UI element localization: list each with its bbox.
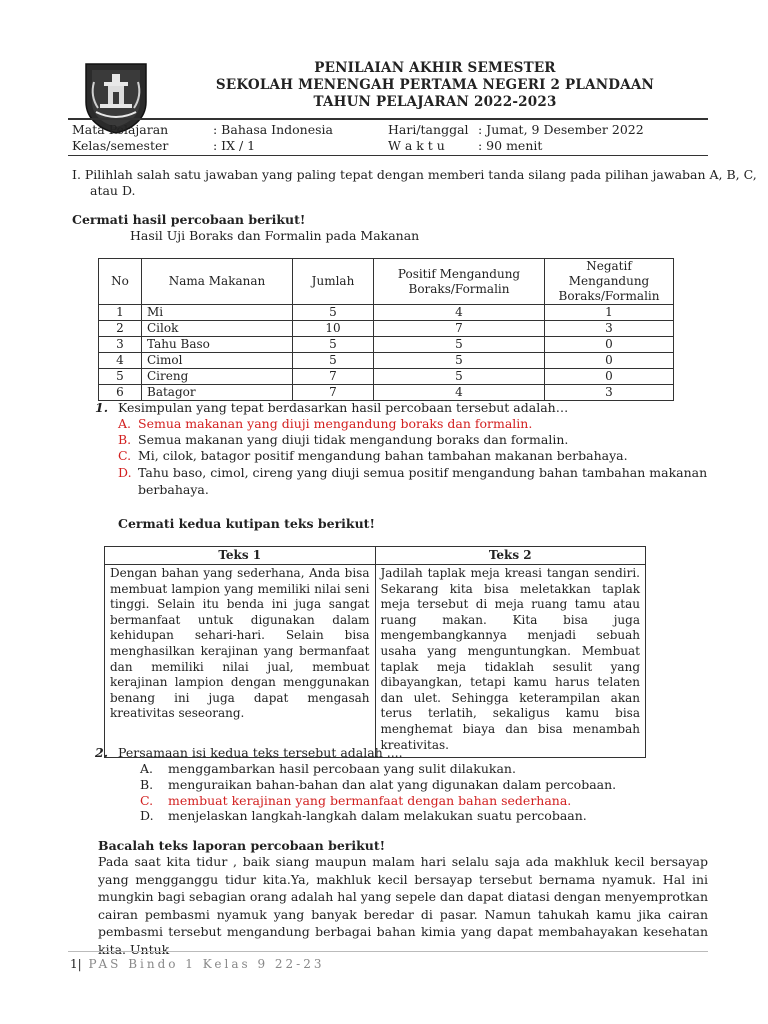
subject-value: : Bahasa Indonesia [213, 122, 333, 137]
class-value: : IX / 1 [213, 138, 256, 153]
table-cell: 0 [545, 337, 674, 353]
table-cell: 5 [374, 337, 545, 353]
column-header: No [99, 259, 142, 305]
q2-option-d-letter: D. [140, 808, 154, 823]
table-cell: 1 [545, 305, 674, 321]
q1-option-b-text: Semua makanan yang diuji tidak mengandung boraks dan formalin. [138, 432, 569, 447]
table-cell: Cimol [142, 353, 293, 369]
column-header: Positif Mengandung Boraks/Formalin [374, 259, 545, 305]
class-label: Kelas/semester [72, 138, 169, 153]
column-header: Negatif Mengandung Boraks/Formalin [545, 259, 674, 305]
report-paragraph: Pada saat kita tidur , baik siang maupun malam hari selalu saja ada makhluk kecil bersayap yang mengganggu tidur kita.Ya, makhluk kecil bersayap tersebut bernama nyamuk. Hal ini mungkin bagi sebagian orang adalah hal yang sepele dan dapat diatasi dengan menyemprotkan cairan pembasmi nyamuk yang banyak beredar di pasar. Namun tahukah kamu jika cairan pembasmi tersebut mengandung berbagai bahan kimia yang dapat membahayakan kesehatan kita. Untuk [98, 854, 708, 957]
table-cell: Tahu Baso [142, 337, 293, 353]
table-cell: Cilok [142, 321, 293, 337]
page-number: 1 [70, 957, 78, 971]
table-cell: 2 [99, 321, 142, 337]
subject-label: Mata Pelajaran [72, 122, 169, 137]
q2-option-c-letter: C. [140, 793, 154, 808]
table-cell: 10 [293, 321, 374, 337]
q1-option-a-text: Semua makanan yang diuji mengandung boraks dan formalin. [138, 416, 533, 431]
table-cell: Cireng [142, 369, 293, 385]
q1-option-d-letter: D. [118, 465, 132, 480]
table-cell: 5 [99, 369, 142, 385]
q1-option-c-text: Mi, cilok, batagor positif mengandung bahan tambahan makanan berbahaya. [138, 448, 628, 463]
column-header: Jumlah [293, 259, 374, 305]
q1-option-d-continued: berbahaya. [138, 482, 209, 497]
table-cell: 3 [99, 337, 142, 353]
q1-number: 1. [95, 400, 109, 415]
instruction-line1: I. Pilihlah salah satu jawaban yang paling tepat dengan memberi tanda silang pada pilihan jawaban A, B, C, [72, 167, 757, 182]
column-header: Nama Makanan [142, 259, 293, 305]
q2-option-b-letter: B. [140, 777, 154, 792]
section3-heading: Bacalah teks laporan percobaan berikut! [98, 838, 386, 853]
q1-option-d-text: Tahu baso, cimol, cireng yang diuji semua positif mengandung bahan tambahan makanan [138, 465, 708, 480]
q1-option-a-letter: A. [118, 416, 132, 431]
table-cell: 4 [374, 305, 545, 321]
footer-divider [68, 951, 708, 952]
table-cell: 6 [99, 385, 142, 401]
table-cell: 0 [545, 369, 674, 385]
table-cell: Batagor [142, 385, 293, 401]
teks1-content: Dengan bahan yang sederhana, Anda bisa membuat lampion yang memiliki nilai seni tinggi. Selain itu benda ini juga sangat bermanfaat untuk digunakan dalam kehidupan sehari-hari. Selain bisa menghasilkan kerajinan yang bermanfaat dan memiliki nilai jual, membuat kerajinan lampion dengan menggunakan benang ini juga dapat mengasah kreativitas seseorang. [105, 565, 376, 758]
day-label: Hari/tanggal [388, 122, 469, 137]
q2-option-d-text: menjelaskan langkah-langkah dalam melakukan suatu percobaan. [168, 808, 587, 823]
teks2-header: Teks 2 [375, 547, 646, 565]
q2-number: 2. [95, 745, 109, 760]
table-cell: 5 [293, 353, 374, 369]
exam-title: PENILAIAN AKHIR SEMESTER [314, 60, 556, 76]
q2-question: Persamaan isi kedua teks tersebut adalah .... [118, 745, 403, 760]
instruction-line2: atau D. [90, 183, 136, 198]
table-cell: 5 [293, 305, 374, 321]
school-name: SEKOLAH MENENGAH PERTAMA NEGERI 2 PLANDAAN [215, 77, 655, 93]
table-cell: 5 [374, 353, 545, 369]
table-cell: 0 [545, 353, 674, 369]
table-cell: 7 [374, 321, 545, 337]
table-row [99, 369, 674, 385]
table-row [99, 337, 674, 353]
q1-option-c-letter: C. [118, 448, 132, 463]
day-value: : Jumat, 9 Desember 2022 [478, 122, 644, 137]
section2-heading: Cermati kedua kutipan teks berikut! [118, 516, 375, 531]
table-cell: 3 [545, 385, 674, 401]
table-cell: 5 [374, 369, 545, 385]
teks2-content: Jadilah taplak meja kreasi tangan sendiri. Sekarang kita bisa meletakkan taplak meja tersebut di meja ruang tamu atau ruang makan. Kita bisa juga mengembangkannya menjadi sebuah usaha yang menguntungkan. Membuat taplak meja tidaklah sesulit yang dibayangkan, tetapi kamu harus telaten dan ulet. Sehingga keterampilan akan terus terlatih, sekaligus kamu bisa menghemat biaya dan bisa menambah kreativitas. [375, 565, 646, 758]
table-row [99, 353, 674, 369]
table-cell: 4 [99, 353, 142, 369]
table-cell: 3 [545, 321, 674, 337]
table-row [99, 305, 674, 321]
header-divider [68, 118, 708, 120]
q2-option-a-letter: A. [140, 761, 154, 776]
q2-option-c-text: membuat kerajinan yang bermanfaat dengan bahan sederhana. [168, 793, 572, 808]
table-cell: 7 [293, 369, 374, 385]
table-row [99, 321, 674, 337]
test-results-table [98, 258, 674, 401]
section1-heading: Cermati hasil percobaan berikut! [72, 212, 306, 227]
q2-option-a-text: menggambarkan hasil percobaan yang sulit dilakukan. [168, 761, 516, 776]
footer-text: PAS Bindo 1 Kelas 9 22-23 [88, 957, 325, 971]
table-title: Hasil Uji Boraks dan Formalin pada Makanan [130, 228, 420, 243]
table-cell: 1 [99, 305, 142, 321]
table-cell: 4 [374, 385, 545, 401]
table-cell: 5 [293, 337, 374, 353]
footer-separator: | [77, 957, 82, 971]
page-footer [70, 957, 325, 971]
q1-question: Kesimpulan yang tepat berdasarkan hasil percobaan tersebut adalah… [118, 400, 569, 415]
time-label: W a k t u [388, 138, 445, 153]
q2-option-b-text: menguraikan bahan-bahan dan alat yang digunakan dalam percobaan. [168, 777, 617, 792]
table-cell: Mi [142, 305, 293, 321]
q1-option-b-letter: B. [118, 432, 132, 447]
table-cell: 7 [293, 385, 374, 401]
info-divider [68, 155, 708, 156]
teks1-header: Teks 1 [105, 547, 376, 565]
text-comparison-table [104, 546, 646, 758]
time-value: : 90 menit [478, 138, 543, 153]
school-year: TAHUN PELAJARAN 2022-2023 [313, 94, 557, 110]
